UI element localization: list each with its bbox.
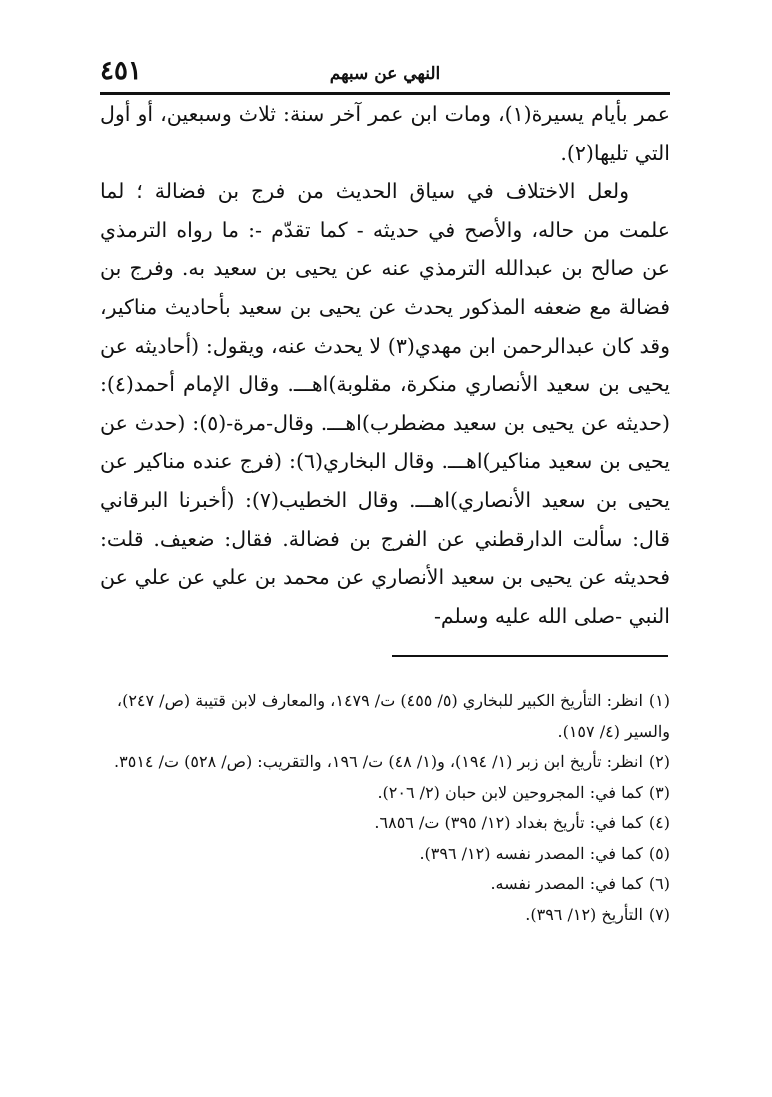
footnote-text: انظر: تأريخ ابن زبر (١/ ١٩٤)، و(١/ ٤٨) ت/ ١٩٦، والتقريب: (ص/ ٥٢٨) ت/ ٣٥١٤. <box>114 752 643 771</box>
paragraph: ولعل الاختلاف في سياق الحديث من فرج بن فضالة ؛ لما علمت من حاله، والأصح في حديثه - كما تقدّم -: ما رواه الترمذي عن صالح بن عبدالله الترمذي عنه عن يحيى بن سعيد به. وفرج بن فضالة مع ضعفه المذكور يحدث عن يحيى بن سعيد بأحاديث مناكير، وقد كان عبدالرحمن ابن مهدي(٣) لا يحدث عنه، ويقول: (أحاديثه عن يحيى بن سعيد الأنصاري منكرة، مقلوبة)اهـــ. وقال الإمام أحمد(٤): (حديثه عن يحيى بن سعيد مضطرب)اهـــ. وقال-مرة-(٥): (حدث عن يحيى بن سعيد مناكير)اهـــ. وقال البخاري(٦): (فرج عنده مناكير عن يحيى بن سعيد الأنصاري)اهـــ. وقال الخطيب(٧): (أخبرنا البرقاني قال: سألت الدارقطني عن الفرج بن فضالة. فقال: ضعيف. قلت: فحديثه عن يحيى بن سعيد الأنصاري عن محمد بن علي عن علي عن النبي -صلى الله عليه وسلم- <box>100 179 670 628</box>
page-number: ٤٥١ <box>100 56 142 86</box>
footnote-number: (٢) <box>648 752 670 771</box>
footnote-text: كما في: المصدر نفسه. <box>490 874 643 893</box>
footnote <box>100 686 670 747</box>
footnote-number: (٣) <box>648 782 670 802</box>
footnote-text: كما في: المجروحين لابن حبان (٢/ ٢٠٦). <box>377 782 643 802</box>
footnote <box>100 869 670 900</box>
footnote-text: التأريخ (١٢/ ٣٩٦). <box>525 904 643 924</box>
footnote-number: (٦) <box>648 874 670 893</box>
footnote-number: (١) <box>648 691 670 710</box>
page-header <box>100 56 670 92</box>
footnote <box>100 778 670 809</box>
footnote-text: كما في: تأريخ بغداد (١٢/ ٣٩٥) ت/ ٦٨٥٦. <box>374 813 643 832</box>
footnote <box>100 839 670 870</box>
footnote-number: (٤) <box>648 813 670 832</box>
footnote-number: (٥) <box>648 843 670 863</box>
footnotes <box>100 686 670 930</box>
paragraph: عمر بأيام يسيرة(١)، ومات ابن عمر آخر سنة: ثلاث وسبعين، أو أول التي تليها(٢). <box>100 102 670 165</box>
footnote <box>100 747 670 778</box>
footnote <box>100 900 670 931</box>
body-text <box>100 95 670 635</box>
footnote-separator <box>392 655 668 657</box>
running-title: النهي عن سبهم <box>329 64 441 84</box>
footnote-number: (٧) <box>648 904 670 924</box>
footnote-text: كما في: المصدر نفسه (١٢/ ٣٩٦). <box>419 843 643 863</box>
footnote <box>100 808 670 839</box>
footnote-text: انظر: التأريخ الكبير للبخاري (٥/ ٤٥٥) ت/ ١٤٧٩، والمعارف لابن قتيبة (ص/ ٢٤٧)، والسير (٤/ ١٥٧). <box>116 691 670 741</box>
